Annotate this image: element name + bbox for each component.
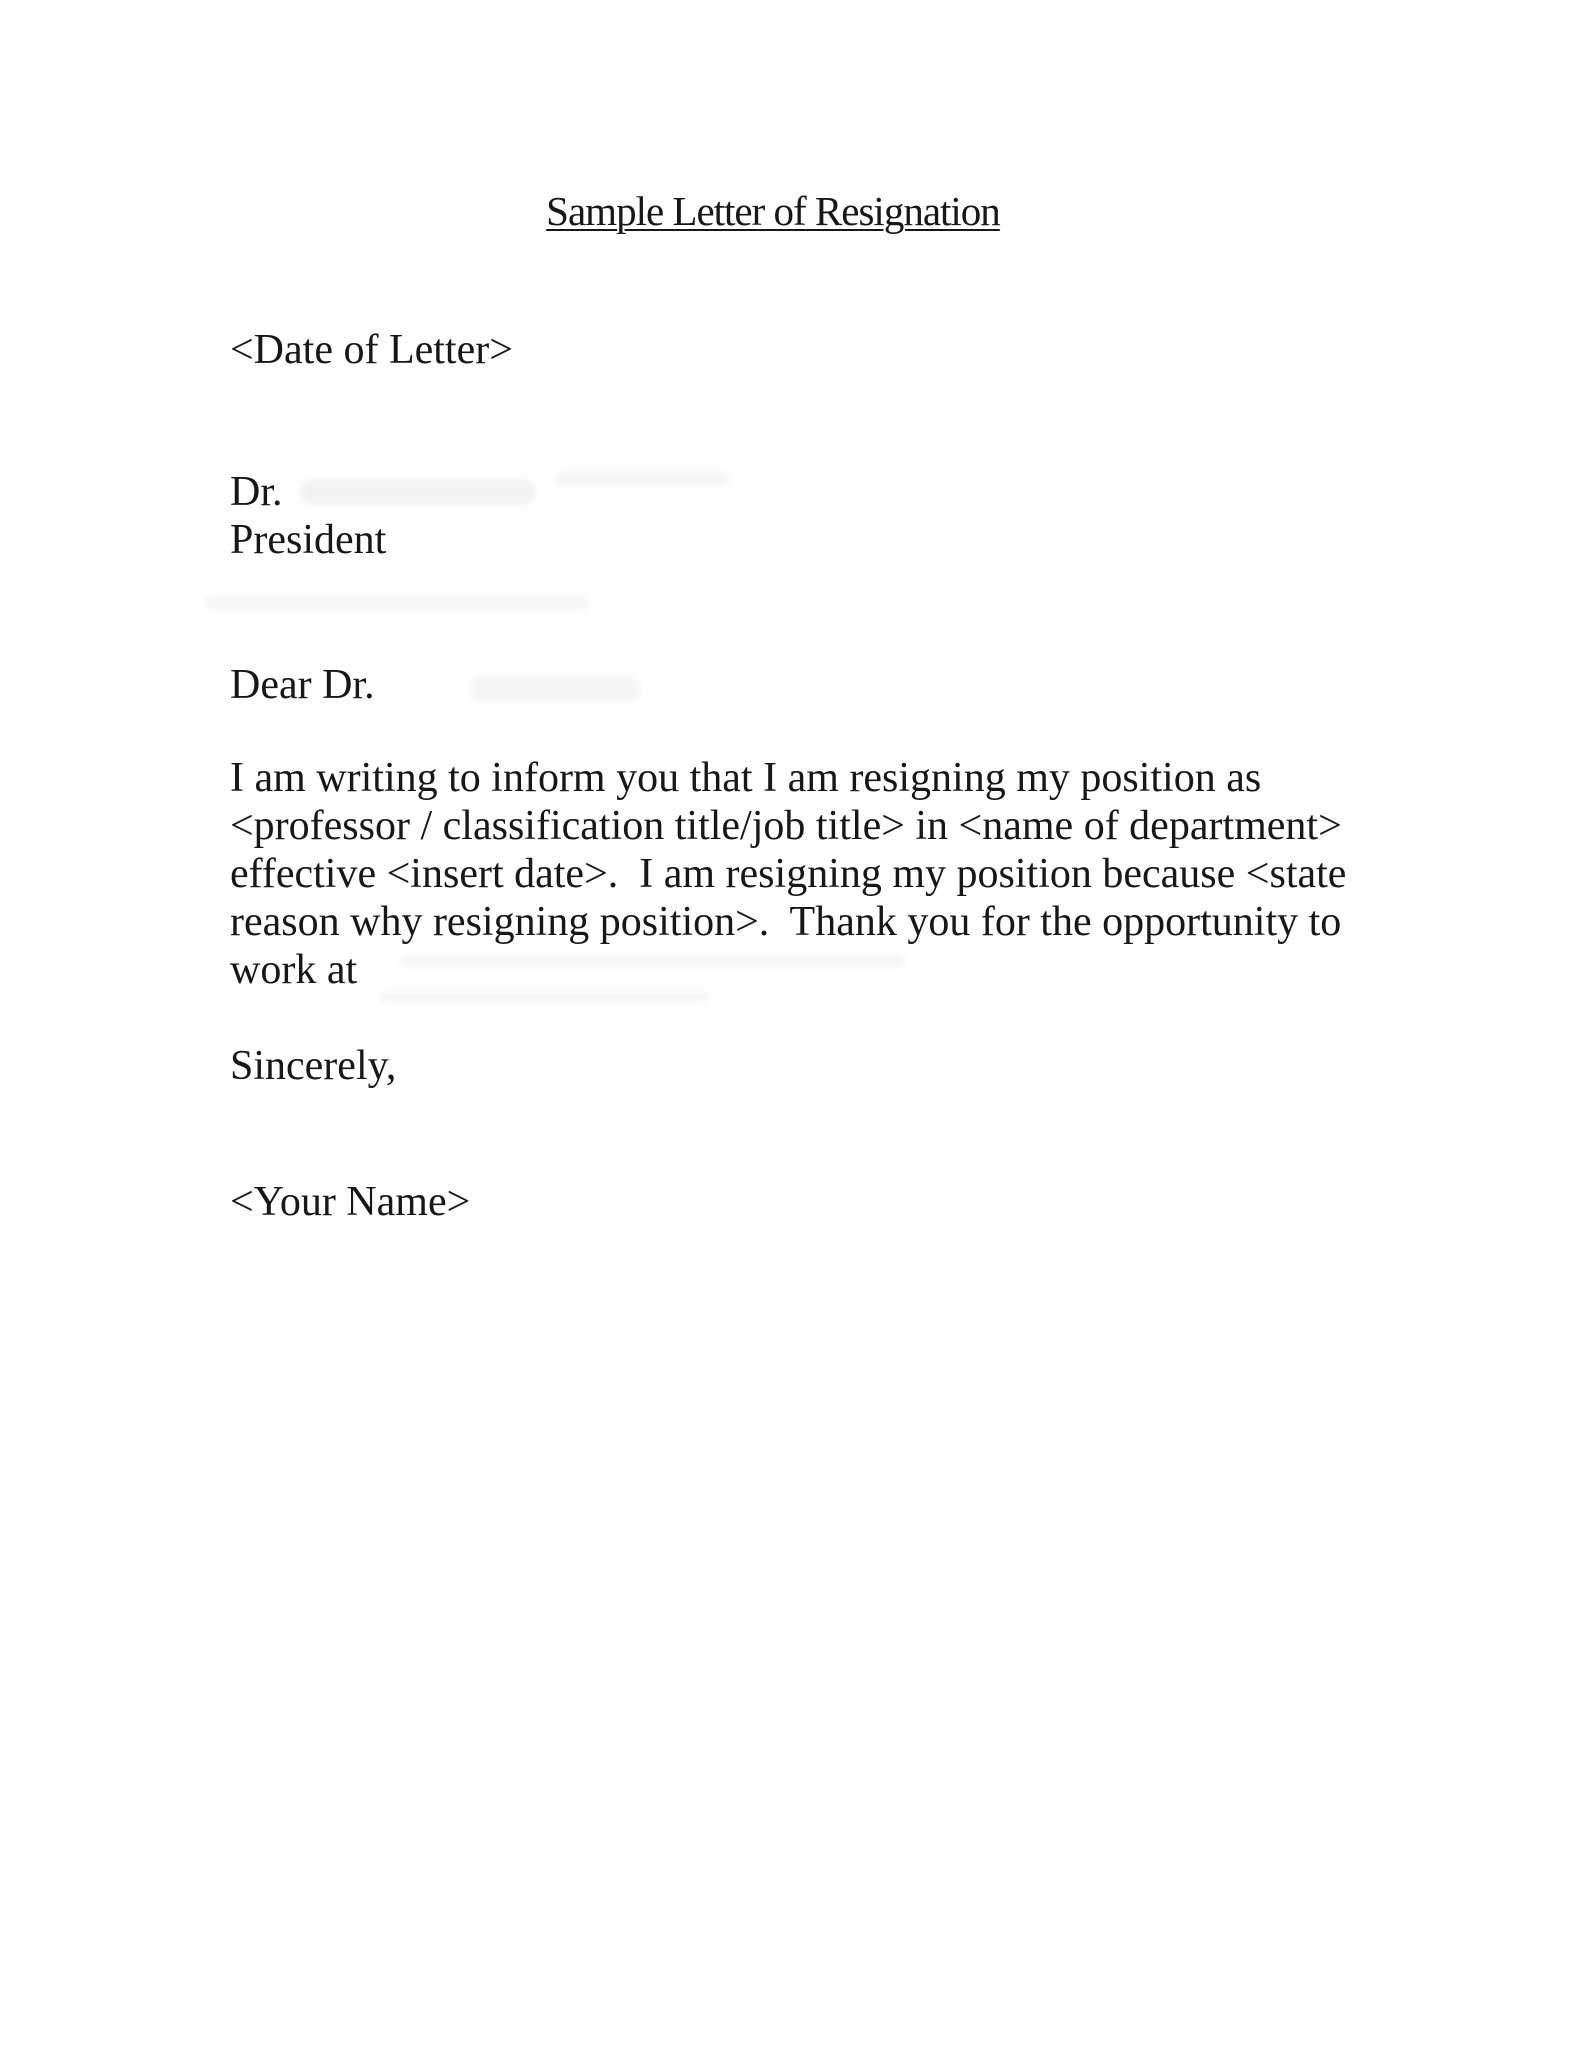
body-line: effective <insert date>. I am resigning my position because <state — [230, 851, 1347, 897]
closing: Sincerely, — [230, 1043, 397, 1089]
erased-text-smudge — [300, 480, 535, 504]
erased-text-smudge — [470, 676, 640, 702]
body-line: I am writing to inform you that I am resigning my position as — [230, 755, 1262, 801]
recipient-title-line: President — [230, 517, 387, 563]
recipient-name-line: Dr. — [230, 469, 283, 515]
body-line: <professor / classification title/job title> in <name of department> — [230, 803, 1342, 849]
body-paragraph — [230, 754, 1346, 994]
erased-text-smudge — [555, 472, 730, 486]
document-title: Sample Letter of Resignation — [546, 188, 1000, 234]
salutation: Dear Dr. — [230, 662, 375, 708]
body-line: work at — [230, 947, 358, 993]
signature-placeholder: <Your Name> — [230, 1179, 471, 1225]
body-line: reason why resigning position>. Thank you for the opportunity to — [230, 899, 1342, 945]
date-placeholder: <Date of Letter> — [230, 327, 513, 373]
erased-text-smudge — [205, 596, 590, 610]
